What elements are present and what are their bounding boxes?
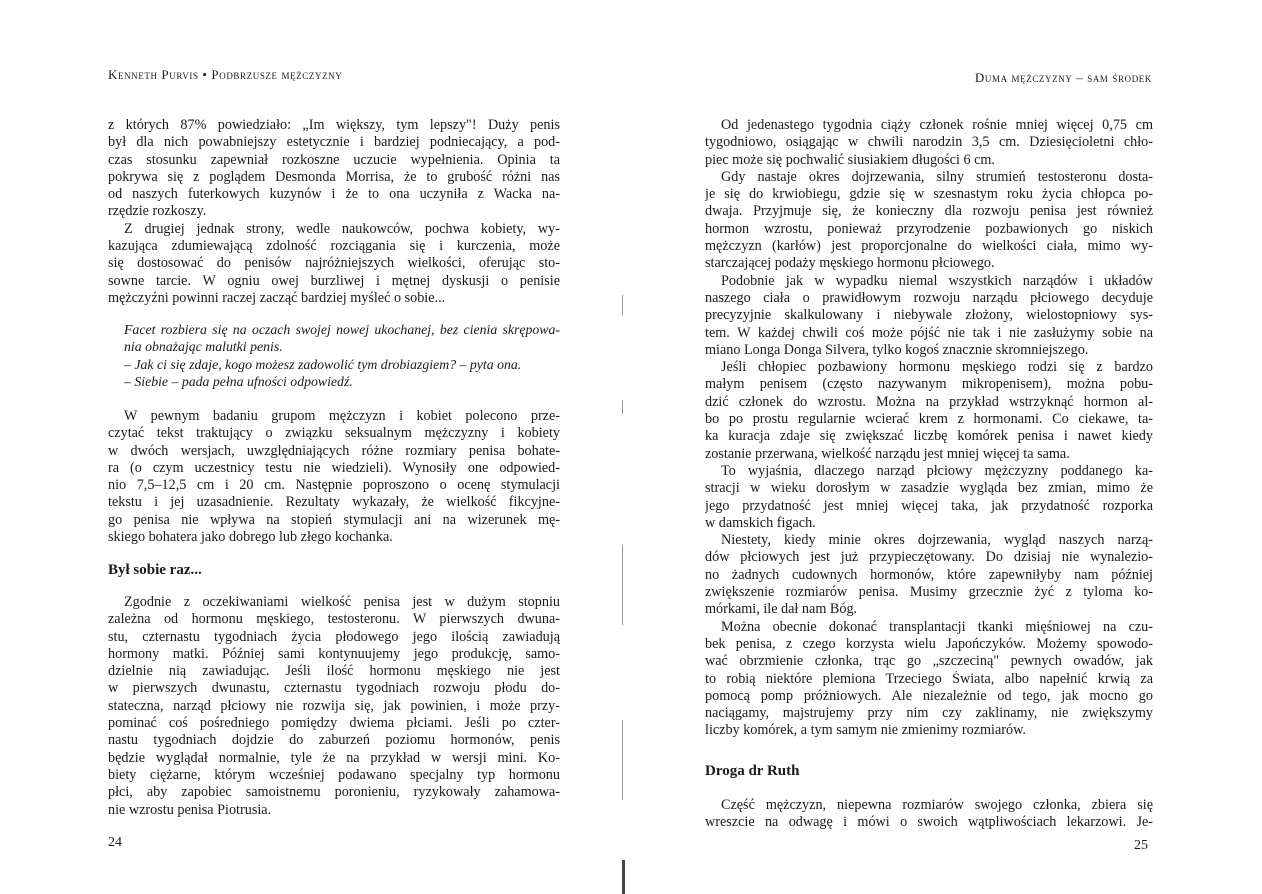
text-line: nie wzrostu penisa Piotrusia. [108,801,272,818]
text-line: Można obecnie dokonać transplantacji tkanki mięśniowej na czu- [721,618,1153,635]
text-line: dów płciowych jest już przypieczętowany. Do dzisiaj nie wynalezio- [705,549,1153,566]
text-line: dzić członek do wzrostu. Można na przykład wstrzyknąć hormon al- [705,393,1153,410]
text-line: ka kuracja zdaje się zwiększać liczbę komórek penisa i nawet kiedy [705,428,1153,445]
text-line: stateczna, narząd płciowy nie rozwija się, jak powinien, i może przy- [108,697,560,714]
text-line: od naszych futerkowych kuzynów i że to ona uczyniła z Wacka na- [108,186,560,203]
paragraph [108,594,560,819]
text-line: pokrywa się z poglądem Desmonda Morrisa, że to grubość różni nas [108,168,560,185]
gutter-mark [622,545,623,625]
text-line: To wyjaśnia, dlaczego narząd płciowy mężczyzny poddanego ka- [721,462,1153,479]
text-line: tygodniowo, osiągając w chwili narodzin 3,5 cm. Dziesięcioletni chło- [705,134,1153,151]
text-line: Od jedenastego tygodnia ciąży członek rośnie mniej więcej 0,75 cm [721,117,1153,133]
body-text [705,117,1153,740]
text-line: mórkami, ile dał nam Bóg. [705,601,858,618]
text-line: w dwóch wersjach, uwzględniających różne rozmiary penisa bohate- [108,442,560,459]
text-line: będzie wyglądał normalnie, tyle że na przykład w wersji mini. Ko- [108,749,560,766]
text-line: Podobnie jak w wypadku niemal wszystkich narządów i układów [721,272,1153,289]
text-line: rzędzie rozkoszy. [108,203,207,220]
text-line: nio 7,5–12,5 cm i 20 cm. Następnie poproszono o ocenę stymulacji [108,477,560,494]
text-line: w pierwszych dwunastu, czternastu tygodniach rozwoju płodu do- [108,680,560,697]
text-line: był dla nich powabniejszy estetycznie i bardziej podniecający, a pod- [108,134,560,151]
text-line: się dostosować do penisów najróżniejszych wielkości, oferując sto- [108,255,560,272]
text-line: jego przydatność jest mniej więcej taka, jak przydatność rozporka [705,497,1153,514]
text-line: Zgodnie z oczekiwaniami wielkość penisa jest w dużym stopniu [124,594,560,610]
page-number: 24 [108,835,122,850]
text-line: bek penisa, z czego korzysta wielu Japończyków. Możemy spowodo- [705,635,1153,652]
text-line: precyzyjnie skalkulowany i niebywale złożony, wielostopniowy sys- [705,307,1153,324]
text-line: liczby komórek, a tym samym nie zmienimy rozmiarów. [705,722,1026,739]
text-line: Gdy nastaje okres dojrzewania, silny strumień testosteronu dosta- [721,168,1153,185]
binding-smudge [622,860,625,894]
text-line: wać obrzmienie członka, trąc go „szczeciną" pewnych owadów, jak [705,653,1153,670]
running-head: Duma mężczyzny – sam środek [974,70,1152,85]
text-line: zwiększenie rozmiarów penisa. Musimy grzecznie żyć z tyloma ko- [705,584,1153,601]
text-line: stu, czternastu tygodniach życia płodowego jego ilością zawiadują [108,628,560,645]
text-line: wreszcie na odwagę i mówi o swoich wątpliwościach lekarzowi. Je- [705,814,1153,831]
text-line: je się do krwiobiegu, gdzie się w szesnastym roku życia chłopca po- [705,186,1153,203]
text-line: bo po prostu regularnie wcierać krem z hormonami. Co ciekawe, ta- [705,411,1153,428]
text-line: Z drugiej jednak strony, wedle naukowców, pochwa kobiety, wy- [124,220,560,237]
running-head: Kenneth Purvis • Podbrzusze mężczyzny [108,67,343,82]
text-line: z których 87% powiedziało: „Im większy, tym lepszy"! Duży penis [108,117,560,133]
text-line: miano Longa Donga Silvera, tylko kogoś znacznie skromniejszego. [705,341,1089,358]
text-line: to robią niektóre plemiona Trzeciego Świata, albo napełnić krwią za [705,670,1153,687]
text-line: tekstu i jej uzasadnienie. Rezultaty wykazały, że wielkość fikcyjne- [108,494,560,511]
text-line: nia obnażając malutki penis. [124,339,283,355]
text-line: Część mężczyzn, niepewna rozmiarów swojego członka, zbiera się [721,797,1153,813]
text-line: – Siebie – pada pełna ufności odpowiedź. [124,373,353,389]
text-line: piec może się pochwalić siusiakiem długości 6 cm. [705,151,995,168]
right-page [631,0,1262,894]
text-line: W pewnym badaniu grupom mężczyzn i kobiet polecono prze- [124,408,560,424]
text-line: czas stosunku zapewniał rozkoszne uczucie wypełnienia. Opinia ta [108,151,560,168]
paragraph [108,117,560,307]
paragraph [108,408,560,546]
text-line: Facet rozbiera się na oczach swojej nowej ukochanej, bez cienia skrępowa- [124,322,560,337]
text-line: sowne tarcie. W ogniu owej burzliwej i mętnej dyskusji o penisie [108,272,560,289]
text-line: stracji w wieku dorosłym w zasadzie wygląda bez zmian, mimo że [705,480,1153,497]
text-line: w damskich figach. [705,514,816,531]
text-line: pomocą pomp próżniowych. Ale niezależnie od tego, jak mocno go [705,687,1153,704]
text-line: Niestety, kiedy minie okres dojrzewania, wygląd naszych narzą- [721,532,1153,549]
text-line: starczającej podaży męskiego hormonu płciowego. [705,255,995,272]
text-line: dzielnie nią zawiadując. Jeśli ilość hormonu męskiego nie jest [108,663,560,680]
joke-quote [124,321,560,390]
text-line: – Jak ci się zdaje, kogo możesz zadowolić tym drobiazgiem? – pyta ona. [124,356,522,372]
text-line: naciągamy, majstrujemy przy nim czy zaklinamy, nie zwiększymy [705,705,1153,722]
section-heading: Był sobie raz... [108,562,202,578]
text-line: skiego bohatera jako dobrego lub złego kochanka. [108,529,393,546]
text-line: tem. W każdej chwili coś może pójść nie tak i nie zasłużymy sobie na [705,324,1153,341]
text-line: dwaja. Przyjmuje się, że konieczny dla rozwoju penisa jest również [705,203,1153,220]
gutter-mark [622,295,623,315]
paragraph [705,797,1153,832]
text-line: kazująca zdumiewającą zdolność rozciągania się i kurczenia, może [108,238,560,255]
page-number: 25 [1134,838,1148,853]
text-line: ra (o czym uczestnicy testu nie wiedzieli). Wynosiły one odpowied- [108,459,560,476]
text-line: zostanie przerwana, wielkość narządu jest mniej więcej ta sama. [705,445,1070,462]
text-line: biety ciężarne, którym wcześniej podawano specjalny typ hormonu [108,766,560,783]
text-line: Jeśli chłopiec pozbawiony hormonu męskiego rodzi się z bardzo [721,359,1153,376]
gutter-mark [622,400,623,414]
text-line: hormon wzrostu, ponieważ przyrodzenie pozbawionych go niskich [705,220,1153,237]
text-line: go penisa nie wpływa na stopień stymulacji ani na wizerunek mę- [108,511,560,528]
text-line: mężczyzn (karłów) jest proporcjonalne do wielkości ciała, mimo wy- [705,238,1153,255]
text-line: nastu tygodniach dojdzie do zaburzeń poziomu hormonów, penis [108,732,560,749]
text-line: płci, aby zapobiec samoistnemu poronieniu, ryzykowały zahamowa- [108,784,560,801]
section-heading: Droga dr Ruth [705,763,800,779]
text-line: hormony matki. Później sami kontynuujemy jego produkcję, samo- [108,645,560,662]
text-line: pominać coś pośredniego pomiędzy dwiema płciami. Jeśli po czter- [108,715,560,732]
text-line: czytać tekst traktujący o związku seksualnym mężczyzny i kobiety [108,425,560,442]
text-line: mężczyźni powinni raczej zacząć bardziej myśleć o sobie... [108,289,446,306]
gutter-mark [622,720,623,800]
text-line: zależna od hormonu męskiego, testosteronu. W pierwszych dwuna- [108,611,560,628]
text-line: małym penisem (często nazywanym mikropenisem), można pobu- [705,376,1153,393]
text-line: no żadnych cudownych hormonów, które zapewniłyby nam później [705,566,1153,583]
text-line: naszego ciała o prawidłowym rozwoju narządu płciowego decyduje [705,289,1153,306]
